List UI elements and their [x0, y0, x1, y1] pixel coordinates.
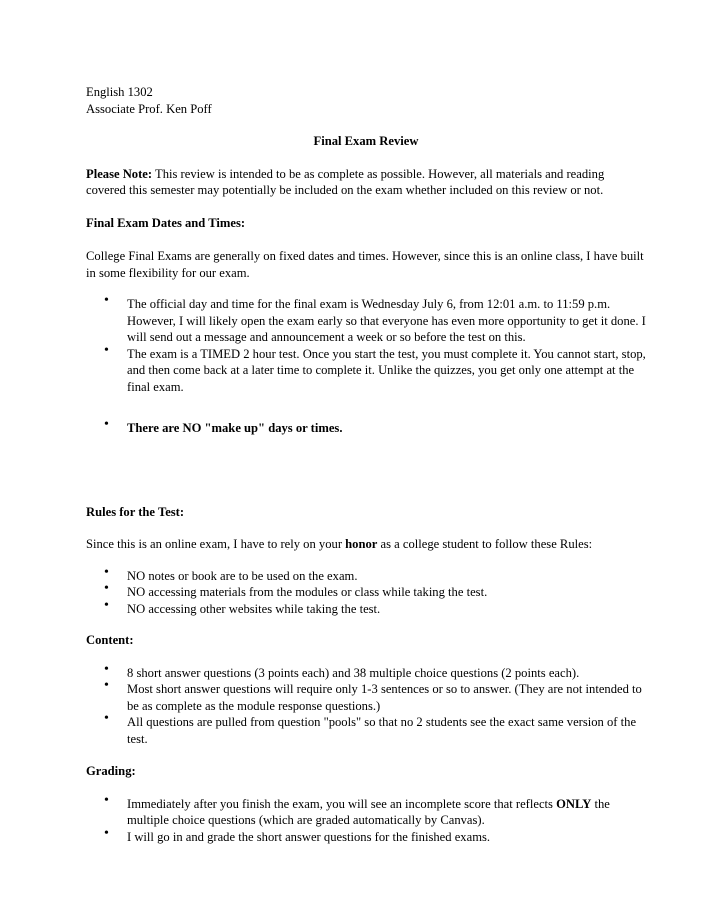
rules-intro-text-end: as a college student to follow these Rules: — [377, 537, 593, 551]
rules-bullet-list — [86, 564, 646, 618]
bullet-icon: • — [104, 792, 109, 808]
list-item — [86, 678, 646, 714]
dates-heading: Final Exam Dates and Times: — [86, 215, 246, 230]
content-bullet-list — [86, 661, 646, 748]
list-item — [86, 581, 646, 601]
list-item-text: There are NO "make up" days or times. — [127, 421, 343, 435]
list-item-text: The official day and time for the final exam is Wednesday July 6, from 12:01 a.m. to 11:59 p.m. However, I will likely open the exam early so that everyone has even more opportunity to get it done. I will send out a message and announcement a week or so before the test on this. — [127, 297, 646, 344]
rules-heading: Rules for the Test: — [86, 504, 185, 519]
list-item — [86, 564, 646, 585]
list-item — [86, 597, 646, 618]
please-note-paragraph — [86, 166, 646, 199]
list-item — [86, 711, 646, 747]
list-item-text: Immediately after you finish the exam, you will see an incomplete score that reflects — [127, 796, 557, 811]
document-title: Final Exam Review — [313, 134, 419, 148]
bullet-icon: • — [104, 661, 109, 677]
document-page — [86, 84, 646, 845]
instructor-line: Associate Prof. Ken Poff — [86, 101, 212, 116]
list-item-text: The exam is a TIMED 2 hour test. Once you start the test, you must complete it. You cannot start, stop, and then come back at a later time to complete it. Unlike the quizzes, you get only one attempt at the final exam. — [127, 346, 646, 394]
list-item-text: All questions are pulled from question "pools" so that no 2 students see the exact same version of the test. — [127, 715, 637, 746]
list-item-text-end: the multiple choice questions (which are graded automatically by Canvas). — [127, 796, 610, 827]
list-item-text: NO accessing materials from the modules or class while taking the test. — [127, 585, 488, 599]
bullet-icon: • — [104, 342, 109, 358]
list-item — [86, 661, 646, 682]
bullet-icon: • — [104, 564, 109, 580]
bullet-icon: • — [104, 293, 109, 308]
list-item-text: NO notes or book are to be used on the exam. — [127, 568, 358, 583]
list-item-text: 8 short answer questions (3 points each) and 38 multiple choice questions (2 points each). — [127, 665, 580, 680]
course-line: English 1302 — [86, 85, 153, 99]
list-item-text: Most short answer questions will require only 1-3 sentences or so to answer. (They are not intended to be as complete as the module response questions.) — [127, 682, 642, 713]
content-heading: Content: — [86, 633, 134, 647]
rules-intro-bold: honor — [345, 537, 378, 551]
dates-bullet-list — [86, 293, 646, 437]
list-item — [86, 293, 646, 346]
please-note-text: This review is intended to be as complete as possible. However, all materials and reading covered this semester may potentially be included on the exam whether included on this review or not. — [86, 166, 605, 197]
grading-bullet-list — [86, 792, 646, 846]
list-item-bold: ONLY — [556, 796, 592, 811]
list-item — [86, 342, 646, 396]
bullet-icon: • — [104, 825, 109, 841]
bullet-icon: • — [104, 711, 109, 726]
grading-heading: Grading: — [86, 764, 136, 778]
dates-intro: College Final Exams are generally on fixed dates and times. However, since this is an online class, I have built in some flexibility for our exam. — [86, 249, 644, 280]
list-item — [86, 417, 646, 437]
bullet-icon: • — [104, 597, 109, 613]
bullet-icon: • — [104, 678, 109, 693]
bullet-icon: • — [104, 417, 109, 432]
rules-intro — [86, 536, 646, 553]
list-item-text: NO accessing other websites while taking the test. — [127, 601, 381, 616]
please-note-label: Please Note: — [86, 166, 153, 181]
list-item — [86, 792, 646, 829]
list-item-text: I will go in and grade the short answer questions for the finished exams. — [127, 829, 491, 844]
bullet-icon: • — [104, 581, 109, 596]
list-item — [86, 825, 646, 846]
rules-intro-text: Since this is an online exam, I have to rely on your — [86, 537, 346, 551]
